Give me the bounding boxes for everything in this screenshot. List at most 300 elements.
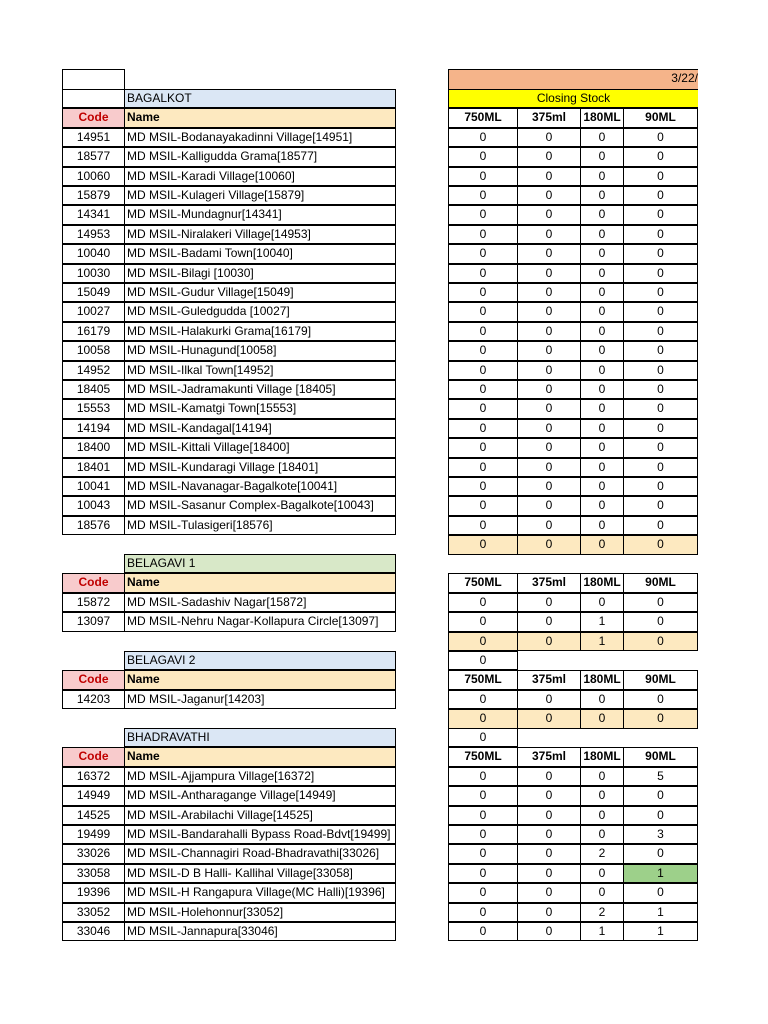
stock-value-cell[interactable]: [580, 883, 624, 902]
stock-value-cell[interactable]: [517, 825, 581, 844]
stock-value-cell[interactable]: [448, 167, 518, 186]
row-code-cell[interactable]: [62, 128, 125, 147]
stock-value-cell[interactable]: [517, 147, 581, 166]
date-header[interactable]: [448, 69, 698, 90]
stock-value-cell[interactable]: [448, 186, 518, 205]
row-name-cell[interactable]: [124, 864, 396, 883]
stock-value-cell[interactable]: [580, 147, 624, 166]
row-code-cell-text: 15879: [76, 188, 111, 202]
region-label[interactable]: [124, 728, 396, 747]
stock-value-cell[interactable]: [517, 167, 581, 186]
size-column-header-750ml[interactable]: [448, 747, 518, 766]
stock-value-cell[interactable]: [580, 438, 624, 457]
stock-value-cell[interactable]: [623, 786, 698, 805]
region-code-empty-cell[interactable]: [62, 89, 125, 108]
stock-value-cell[interactable]: [448, 205, 518, 224]
stock-value-cell[interactable]: [580, 690, 624, 709]
stock-value-cell[interactable]: [580, 399, 624, 418]
row-code-cell[interactable]: [62, 593, 125, 612]
row-code-cell[interactable]: [62, 496, 125, 515]
stock-value-cell[interactable]: [580, 361, 624, 380]
size-column-header-750ml[interactable]: [448, 108, 518, 127]
code-column-header-text: Code: [78, 672, 109, 687]
code-column-header[interactable]: [62, 747, 125, 766]
stock-value-cell[interactable]: [623, 612, 698, 631]
stock-value-cell[interactable]: [623, 593, 698, 612]
stock-value-cell[interactable]: [448, 128, 518, 147]
stock-value-cell[interactable]: [580, 128, 624, 147]
stock-value-cell-text: 0: [598, 768, 606, 783]
stock-value-cell[interactable]: [448, 477, 518, 496]
stock-value-cell[interactable]: [448, 496, 518, 515]
row-code-cell[interactable]: [62, 844, 125, 863]
stock-value-cell[interactable]: [623, 361, 698, 380]
row-name-cell[interactable]: [124, 806, 396, 825]
stock-value-cell[interactable]: [623, 419, 698, 438]
stock-value-cell[interactable]: [517, 380, 581, 399]
section-total-cell[interactable]: [623, 535, 698, 554]
stock-value-cell-text: 0: [598, 207, 606, 222]
stock-value-cell[interactable]: [448, 767, 518, 786]
section-total-cell[interactable]: [517, 535, 581, 554]
stock-value-cell[interactable]: [448, 844, 518, 863]
stock-value-cell[interactable]: [517, 864, 581, 883]
stock-value-cell[interactable]: [580, 302, 624, 321]
section-total-cell[interactable]: [448, 709, 518, 728]
stock-value-cell-text: 0: [657, 459, 664, 474]
stock-value-cell[interactable]: [448, 147, 518, 166]
row-code-cell[interactable]: [62, 264, 125, 283]
row-code-cell-text: 18576: [76, 517, 111, 532]
stock-value-cell[interactable]: [517, 438, 581, 457]
stock-value-cell[interactable]: [580, 806, 624, 825]
stock-value-cell[interactable]: [448, 419, 518, 438]
row-code-cell[interactable]: [62, 399, 125, 418]
stock-value-cell-text: 0: [479, 807, 487, 822]
stock-value-cell[interactable]: [517, 322, 581, 341]
stock-value-cell[interactable]: [517, 806, 581, 825]
stock-value-cell[interactable]: [448, 302, 518, 321]
stock-value-cell-text: 0: [479, 498, 487, 513]
stock-value-cell[interactable]: [623, 767, 698, 786]
section-total-cell[interactable]: [517, 632, 581, 651]
row-code-cell[interactable]: [62, 205, 125, 224]
row-code-cell-text: 10060: [76, 168, 111, 183]
code-column-header[interactable]: [62, 670, 125, 689]
stock-value-cell[interactable]: [580, 825, 624, 844]
row-code-cell-text: 15553: [76, 401, 111, 416]
row-name-cell[interactable]: [124, 264, 396, 283]
code-column-header[interactable]: [62, 573, 125, 592]
stock-value-cell[interactable]: [517, 186, 581, 205]
stock-value-cell-text: 0: [479, 614, 487, 629]
stock-value-cell[interactable]: [448, 244, 518, 263]
stock-value-cell[interactable]: [623, 883, 698, 902]
stock-value-cell[interactable]: [623, 264, 698, 283]
row-code-cell-text: 14952: [76, 362, 111, 377]
stock-value-cell[interactable]: [623, 341, 698, 360]
stock-value-cell[interactable]: [580, 458, 624, 477]
row-code-cell[interactable]: [62, 690, 125, 709]
stock-value-cell[interactable]: [623, 806, 698, 825]
stock-value-cell[interactable]: [623, 903, 698, 922]
stock-value-cell[interactable]: [623, 225, 698, 244]
stock-value-cell[interactable]: [517, 419, 581, 438]
stock-value-cell[interactable]: [448, 516, 518, 535]
region-label[interactable]: [124, 89, 396, 108]
stock-value-cell[interactable]: [623, 167, 698, 186]
stock-value-cell[interactable]: [448, 225, 518, 244]
name-column-header[interactable]: [124, 108, 396, 127]
size-column-header-180ml[interactable]: [580, 573, 624, 592]
region-value-cell[interactable]: [448, 728, 518, 747]
stock-value-cell[interactable]: [580, 786, 624, 805]
stock-value-cell[interactable]: [580, 244, 624, 263]
row-code-cell[interactable]: [62, 903, 125, 922]
row-name-cell-text: MD MSIL-Nehru Nagar-Kollapura Circle[13097]: [127, 614, 379, 629]
stock-value-cell[interactable]: [580, 922, 624, 941]
stock-value-cell[interactable]: [623, 864, 698, 883]
stock-value-cell[interactable]: [580, 264, 624, 283]
stock-value-cell-text: 0: [657, 207, 664, 222]
stock-value-cell-text: 0: [657, 479, 664, 493]
size-column-header-375ml[interactable]: [517, 670, 581, 689]
stock-value-cell-text: 0: [545, 401, 553, 416]
stock-value-cell-text: 0: [598, 517, 606, 532]
stock-value-cell-text: 0: [479, 343, 487, 358]
row-code-cell-text: 10058: [76, 343, 111, 358]
section-total-cell[interactable]: [580, 535, 624, 554]
closing-stock-label: Closing Stock: [536, 91, 611, 105]
stock-value-cell[interactable]: [448, 438, 518, 457]
row-code-cell[interactable]: [62, 458, 125, 477]
row-name-cell[interactable]: [124, 128, 396, 147]
row-name-cell[interactable]: [124, 767, 396, 786]
section-total-cell[interactable]: [448, 632, 518, 651]
size-column-header-180ml[interactable]: [580, 108, 624, 127]
row-name-cell[interactable]: [124, 186, 396, 205]
stock-value-cell[interactable]: [623, 128, 698, 147]
stock-value-cell-text: 0: [657, 420, 664, 435]
stock-value-cell[interactable]: [623, 922, 698, 941]
size-column-header-180ml[interactable]: [580, 670, 624, 689]
row-name-cell[interactable]: [124, 786, 396, 805]
row-name-cell[interactable]: [124, 341, 396, 360]
stock-value-cell[interactable]: [623, 438, 698, 457]
stock-value-cell[interactable]: [623, 496, 698, 515]
region-label[interactable]: [124, 554, 396, 573]
row-name-cell[interactable]: [124, 244, 396, 263]
stock-value-cell[interactable]: [580, 767, 624, 786]
stock-value-cell[interactable]: [448, 903, 518, 922]
row-name-cell[interactable]: [124, 283, 396, 302]
stock-value-cell[interactable]: [517, 283, 581, 302]
row-name-cell[interactable]: [124, 690, 396, 709]
stock-value-cell[interactable]: [623, 283, 698, 302]
row-code-cell[interactable]: [62, 361, 125, 380]
stock-value-cell-text: 0: [657, 226, 664, 241]
stock-value-cell-text: 0: [598, 827, 606, 841]
stock-value-cell-text: 0: [598, 362, 606, 377]
row-code-cell-text: 13097: [76, 614, 111, 629]
row-code-cell[interactable]: [62, 283, 125, 302]
stock-value-cell[interactable]: [517, 593, 581, 612]
stock-value-cell-text: 0: [598, 343, 606, 358]
stock-value-cell[interactable]: [623, 380, 698, 399]
region-label[interactable]: [124, 651, 396, 670]
row-code-cell-text: 16179: [76, 323, 111, 338]
row-name-cell[interactable]: [124, 903, 396, 922]
row-code-cell[interactable]: [62, 516, 125, 535]
stock-value-cell[interactable]: [517, 516, 581, 535]
row-code-cell[interactable]: [62, 302, 125, 321]
size-column-header-90ml[interactable]: [623, 747, 698, 766]
stock-value-cell[interactable]: [580, 205, 624, 224]
stock-value-cell[interactable]: [517, 690, 581, 709]
row-name-cell[interactable]: [124, 322, 396, 341]
closing-stock-header[interactable]: [448, 89, 698, 108]
row-code-cell[interactable]: [62, 419, 125, 438]
stock-value-cell[interactable]: [580, 516, 624, 535]
stock-value-cell[interactable]: [580, 496, 624, 515]
stock-value-cell[interactable]: [448, 341, 518, 360]
size-column-header-375ml-text: 375ml: [531, 672, 567, 687]
size-column-header-90ml[interactable]: [623, 108, 698, 127]
row-name-cell[interactable]: [124, 147, 396, 166]
row-code-cell[interactable]: [62, 883, 125, 902]
stock-value-cell[interactable]: [623, 825, 698, 844]
code-column-header[interactable]: [62, 108, 125, 127]
stock-value-cell[interactable]: [448, 361, 518, 380]
stock-value-cell-text: 0: [545, 904, 553, 919]
stock-value-cell[interactable]: [580, 225, 624, 244]
row-code-cell[interactable]: [62, 767, 125, 786]
stock-value-cell[interactable]: [517, 612, 581, 631]
row-name-cell[interactable]: [124, 477, 396, 496]
stock-value-cell[interactable]: [517, 883, 581, 902]
stock-value-cell[interactable]: [623, 844, 698, 863]
size-column-header-90ml-text: 90ML: [645, 672, 676, 687]
stock-value-cell[interactable]: [580, 167, 624, 186]
stock-value-cell[interactable]: [517, 786, 581, 805]
size-column-header-375ml[interactable]: [517, 108, 581, 127]
stock-value-cell[interactable]: [517, 399, 581, 418]
stock-value-cell[interactable]: [448, 593, 518, 612]
stock-value-cell[interactable]: [448, 786, 518, 805]
section-total-cell[interactable]: [623, 632, 698, 651]
size-column-header-750ml-text: 750ML: [464, 672, 502, 687]
stock-value-cell-text: 0: [545, 246, 553, 261]
stock-value-cell[interactable]: [623, 147, 698, 166]
stock-value-cell-text: 0: [479, 304, 487, 319]
stock-value-cell[interactable]: [448, 825, 518, 844]
row-code-cell[interactable]: [62, 922, 125, 941]
stock-value-cell[interactable]: [448, 922, 518, 941]
stock-value-cell[interactable]: [580, 593, 624, 612]
stock-value-cell[interactable]: [623, 205, 698, 224]
stock-value-cell[interactable]: [517, 341, 581, 360]
stock-value-cell[interactable]: [580, 903, 624, 922]
stock-value-cell[interactable]: [517, 264, 581, 283]
stock-value-cell[interactable]: [517, 302, 581, 321]
stock-value-cell-text: 1: [657, 924, 664, 938]
row-name-cell[interactable]: [124, 167, 396, 186]
stock-value-cell[interactable]: [517, 767, 581, 786]
row-name-cell[interactable]: [124, 844, 396, 863]
stock-value-cell-text: 0: [598, 323, 606, 338]
stock-value-cell[interactable]: [448, 458, 518, 477]
stock-value-cell[interactable]: [517, 844, 581, 863]
stock-value-cell-text: 5: [657, 768, 664, 783]
row-code-cell[interactable]: [62, 477, 125, 496]
stock-value-cell[interactable]: [517, 361, 581, 380]
section-total-cell[interactable]: [580, 709, 624, 728]
row-code-cell[interactable]: [62, 612, 125, 631]
name-column-header[interactable]: [124, 573, 396, 592]
top-left-empty-name-cell: [124, 69, 125, 90]
stock-value-cell[interactable]: [580, 612, 624, 631]
stock-value-cell[interactable]: [517, 225, 581, 244]
stock-value-cell[interactable]: [623, 516, 698, 535]
row-code-cell[interactable]: [62, 147, 125, 166]
stock-value-cell[interactable]: [448, 883, 518, 902]
stock-value-cell[interactable]: [580, 341, 624, 360]
stock-value-cell[interactable]: [580, 864, 624, 883]
row-name-cell[interactable]: [124, 205, 396, 224]
stock-value-cell-text: 1: [598, 614, 606, 629]
name-column-header[interactable]: [124, 747, 396, 766]
row-name-cell[interactable]: [124, 516, 396, 535]
stock-value-cell-text: 0: [657, 401, 664, 416]
size-column-header-375ml-text: 375ml: [531, 749, 567, 764]
name-column-header[interactable]: [124, 670, 396, 689]
row-name-cell[interactable]: [124, 922, 396, 941]
row-name-cell-text: MD MSIL-D B Halli- Kallihal Village[33058]: [127, 865, 353, 880]
stock-value-cell[interactable]: [580, 283, 624, 302]
row-code-cell[interactable]: [62, 786, 125, 805]
row-name-cell[interactable]: [124, 612, 396, 631]
row-code-cell[interactable]: [62, 167, 125, 186]
row-code-cell[interactable]: [62, 225, 125, 244]
stock-value-cell[interactable]: [448, 380, 518, 399]
row-name-cell[interactable]: [124, 883, 396, 902]
section-total-cell[interactable]: [448, 535, 518, 554]
stock-value-cell[interactable]: [448, 864, 518, 883]
size-column-header-750ml-text: 750ML: [464, 749, 502, 764]
stock-value-cell[interactable]: [580, 186, 624, 205]
region-value-cell[interactable]: [448, 651, 518, 670]
stock-value-cell[interactable]: [517, 458, 581, 477]
size-column-header-180ml[interactable]: [580, 747, 624, 766]
stock-value-cell[interactable]: [448, 283, 518, 302]
stock-value-cell[interactable]: [517, 496, 581, 515]
section-total-cell[interactable]: [517, 709, 581, 728]
stock-value-cell[interactable]: [580, 322, 624, 341]
row-code-cell[interactable]: [62, 438, 125, 457]
row-name-cell[interactable]: [124, 593, 396, 612]
stock-value-cell[interactable]: [448, 322, 518, 341]
stock-value-cell[interactable]: [580, 419, 624, 438]
stock-value-cell[interactable]: [580, 380, 624, 399]
size-column-header-375ml[interactable]: [517, 573, 581, 592]
row-code-cell[interactable]: [62, 186, 125, 205]
stock-value-cell[interactable]: [623, 244, 698, 263]
size-column-header-750ml[interactable]: [448, 573, 518, 592]
row-name-cell[interactable]: [124, 419, 396, 438]
stock-value-cell-text: 1: [657, 865, 664, 880]
row-code-cell[interactable]: [62, 322, 125, 341]
stock-value-cell-text: 0: [657, 188, 664, 202]
size-column-header-750ml[interactable]: [448, 670, 518, 689]
stock-value-cell[interactable]: [623, 302, 698, 321]
stock-value-cell[interactable]: [623, 186, 698, 205]
stock-value-cell-text: 0: [545, 265, 553, 280]
row-name-cell[interactable]: [124, 496, 396, 515]
stock-value-cell[interactable]: [517, 922, 581, 941]
row-code-cell[interactable]: [62, 825, 125, 844]
stock-value-cell[interactable]: [517, 477, 581, 496]
stock-value-cell[interactable]: [580, 844, 624, 863]
region-value-cell-text: 0: [479, 730, 487, 744]
stock-value-cell[interactable]: [517, 903, 581, 922]
row-name-cell[interactable]: [124, 361, 396, 380]
row-code-cell-text: 19499: [76, 827, 111, 841]
stock-value-cell[interactable]: [517, 244, 581, 263]
stock-value-cell[interactable]: [623, 690, 698, 709]
size-column-header-90ml[interactable]: [623, 573, 698, 592]
row-code-cell-text: 10030: [76, 265, 111, 280]
stock-value-cell-text: 0: [657, 285, 664, 299]
section-total-cell[interactable]: [623, 709, 698, 728]
stock-value-cell-text: 0: [598, 265, 606, 280]
row-name-cell[interactable]: [124, 825, 396, 844]
row-code-cell[interactable]: [62, 864, 125, 883]
stock-value-cell[interactable]: [623, 399, 698, 418]
stock-value-cell[interactable]: [517, 205, 581, 224]
row-name-cell[interactable]: [124, 225, 396, 244]
row-code-cell-text: 33058: [76, 865, 111, 880]
stock-value-cell[interactable]: [580, 477, 624, 496]
code-column-header-text: Code: [78, 575, 109, 590]
stock-value-cell-text: 0: [598, 285, 606, 299]
row-name-cell[interactable]: [124, 302, 396, 321]
row-code-cell[interactable]: [62, 380, 125, 399]
stock-value-cell[interactable]: [623, 477, 698, 496]
stock-value-cell[interactable]: [448, 399, 518, 418]
stock-value-cell[interactable]: [623, 458, 698, 477]
stock-value-cell-text: 0: [545, 788, 553, 803]
row-name-cell[interactable]: [124, 399, 396, 418]
size-column-header-90ml[interactable]: [623, 670, 698, 689]
row-code-cell[interactable]: [62, 244, 125, 263]
stock-value-cell[interactable]: [448, 264, 518, 283]
row-name-cell[interactable]: [124, 458, 396, 477]
section-total-cell[interactable]: [580, 632, 624, 651]
stock-value-cell[interactable]: [448, 612, 518, 631]
stock-value-cell-text: 0: [479, 265, 487, 280]
stock-value-cell[interactable]: [517, 128, 581, 147]
stock-value-cell[interactable]: [623, 322, 698, 341]
row-code-cell[interactable]: [62, 806, 125, 825]
size-column-header-375ml[interactable]: [517, 747, 581, 766]
stock-value-cell-text: 0: [657, 594, 664, 609]
stock-value-cell[interactable]: [448, 806, 518, 825]
top-left-empty-code-cell[interactable]: [62, 69, 125, 90]
stock-value-cell[interactable]: [448, 690, 518, 709]
row-name-cell[interactable]: [124, 438, 396, 457]
row-code-cell[interactable]: [62, 341, 125, 360]
row-name-cell[interactable]: [124, 380, 396, 399]
